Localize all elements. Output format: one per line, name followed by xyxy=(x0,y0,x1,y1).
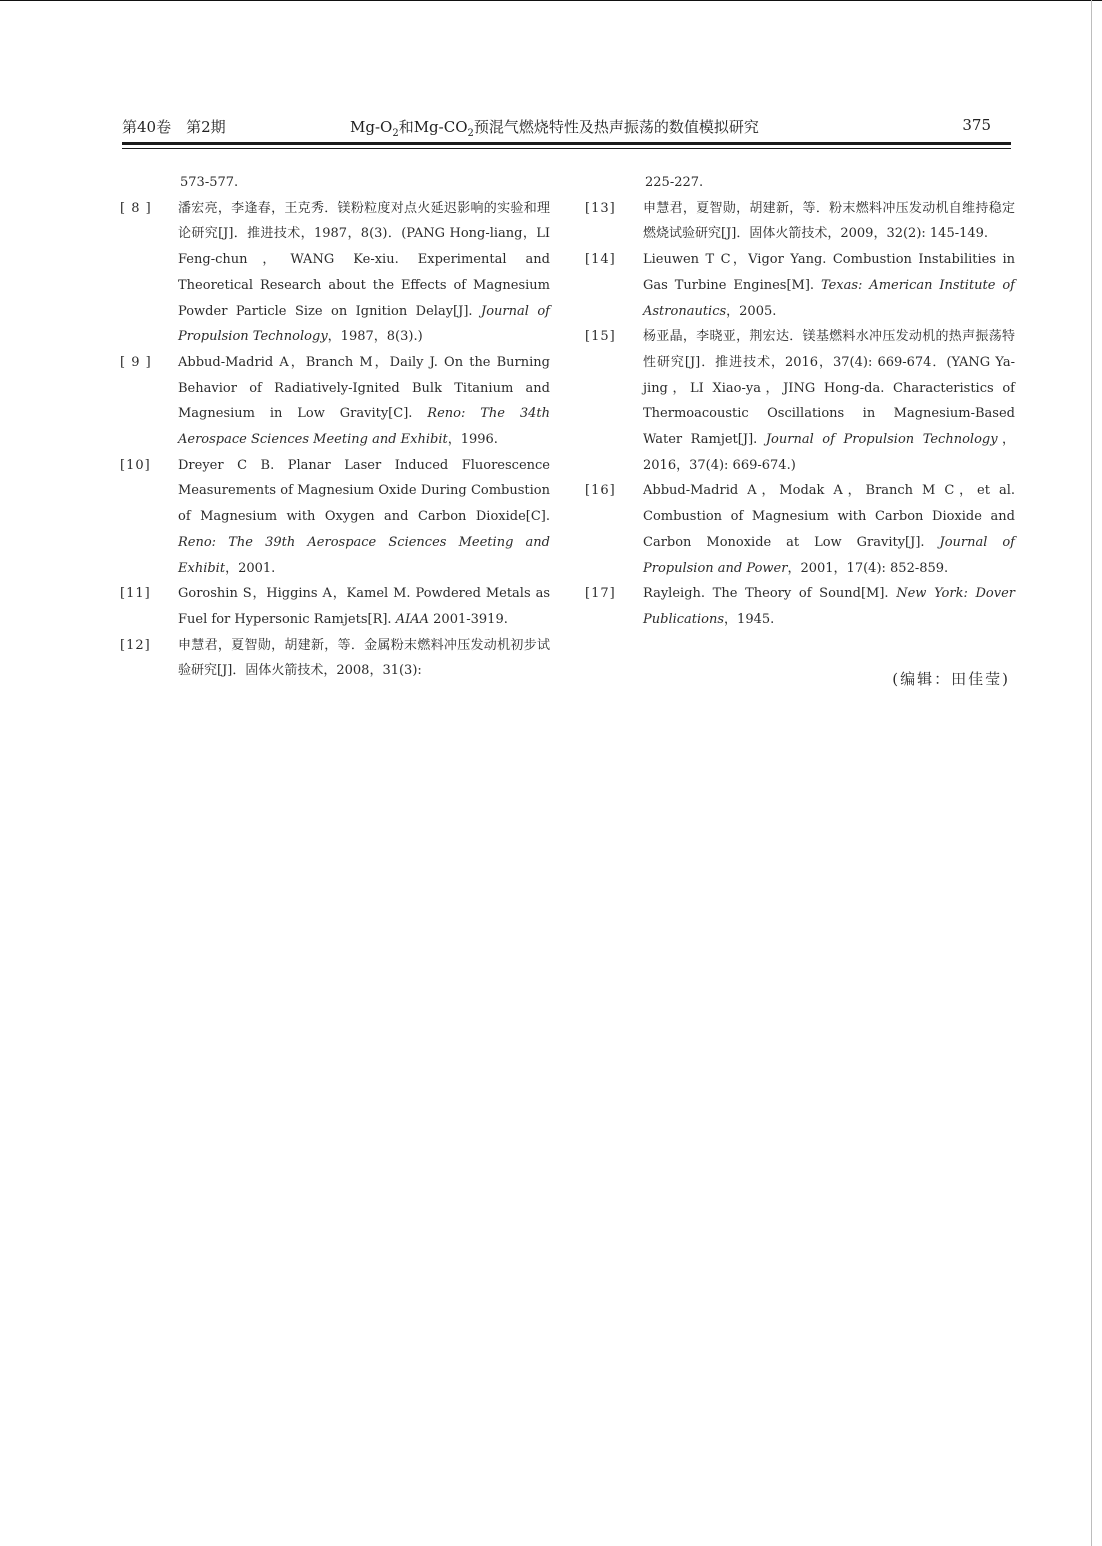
reference-text: Rayleigh. The Theory of Sound[M]. New York: Dover Publications，1945. xyxy=(643,586,1015,627)
reference-continuation: 225-227. xyxy=(645,175,704,190)
references-right-column xyxy=(585,170,1015,633)
header-rule-thin xyxy=(122,148,1011,149)
reference-number: [13] xyxy=(585,200,616,216)
reference-item xyxy=(120,581,550,632)
reference-item xyxy=(585,196,1015,247)
reference-text: 申慧君，夏智勋，胡建新，等．粉末燃料冲压发动机自维持稳定燃烧试验研究[J]．固体火箭技术，2009，32(2): 145-149. xyxy=(643,200,1015,242)
page-right-edge xyxy=(1091,0,1092,1546)
reference-number: [16] xyxy=(585,483,616,499)
reference-text: 杨亚晶，李晓亚，荆宏达．镁基燃料水冲压发动机的热声振荡特性研究[J]．推进技术，2016，37(4): 669-674．(YANG Ya-jing，LI Xiao-ya，JING Hong-da. Characteristics of Thermoacoustic Oscillations in Magnesium-Based Water Ramjet[J]. Journal of Propulsion Technology，2016，37(4): 669-674.) xyxy=(643,329,1015,473)
reference-text: 申慧君，夏智勋，胡建新，等．金属粉末燃料冲压发动机初步试验研究[J]．固体火箭技术，2008，31(3): xyxy=(178,637,550,679)
reference-item xyxy=(120,633,550,684)
reference-text: Abbud-Madrid A，Modak A，Branch M C，et al. Combustion of Magnesium with Carbon Dioxide and Carbon Monoxide at Low Gravity[J]. Journal of Propulsion and Power，2001，17(4): 852-859. xyxy=(643,483,1015,576)
reference-text: Lieuwen T C，Vigor Yang. Combustion Instabilities in Gas Turbine Engines[M]. Texas: American Institute of Astronautics，2005. xyxy=(643,252,1015,319)
reference-number: [10] xyxy=(120,457,151,473)
reference-text: Goroshin S，Higgins A，Kamel M. Powdered Metals as Fuel for Hypersonic Ramjets[R]. AIAA 2001-3919. xyxy=(178,586,550,627)
reference-number: [12] xyxy=(120,637,151,653)
reference-continuation: 573-577. xyxy=(180,175,239,190)
references-left-column xyxy=(120,170,550,684)
reference-item xyxy=(120,196,550,350)
article-title: $Mg-O_2$和$Mg-CO_2$预混气燃烧特性及热声振荡的数值模拟研究 xyxy=(350,118,759,139)
running-header xyxy=(122,116,1011,142)
reference-number: [ 9 ] xyxy=(120,354,152,370)
editor-credit: (编辑：田佳莹) xyxy=(892,670,1010,688)
reference-number: [14] xyxy=(585,252,616,268)
reference-item xyxy=(585,324,1015,478)
reference-text: 潘宏亮，李逢春，王克秀．镁粉粒度对点火延迟影响的实验和理论研究[J]．推进技术，1987，8(3)．(PANG Hong-liang，LI Feng-chun，WANG Ke-xiu. Experimental and Theoretical Research about the Effects of Magnesium Powder Particle Size on Ignition Delay[J]. Journal of Propulsion Technology，1987，8(3).) xyxy=(178,200,550,345)
reference-item xyxy=(585,478,1015,581)
reference-number: [17] xyxy=(585,586,616,602)
reference-text: Abbud-Madrid A，Branch M，Daily J. On the Burning Behavior of Radiatively-Ignited Bulk Titanium and Magnesium in Low Gravity[C]. Reno: The 34th Aerospace Sciences Meeting and Exhibit，1996. xyxy=(178,354,550,448)
reference-text: Dreyer C B. Planar Laser Induced Fluorescence Measurements of Magnesium Oxide During Combustion of Magnesium with Oxygen and Carbon Dioxide[C]. Reno: The 39th Aerospace Sciences Meeting and Exhibit，2001. xyxy=(178,457,550,576)
reference-number: [11] xyxy=(120,586,151,602)
page-number: 375 xyxy=(962,116,991,134)
reference-item xyxy=(585,247,1015,324)
reference-item xyxy=(120,350,550,453)
volume-issue: 第40卷 第2期 xyxy=(122,118,226,136)
reference-item xyxy=(585,581,1015,632)
reference-item xyxy=(120,453,550,582)
reference-number: [15] xyxy=(585,329,616,345)
header-rule-thick xyxy=(122,142,1011,145)
reference-number: [ 8 ] xyxy=(120,200,152,216)
page-top-edge xyxy=(0,0,1102,1)
